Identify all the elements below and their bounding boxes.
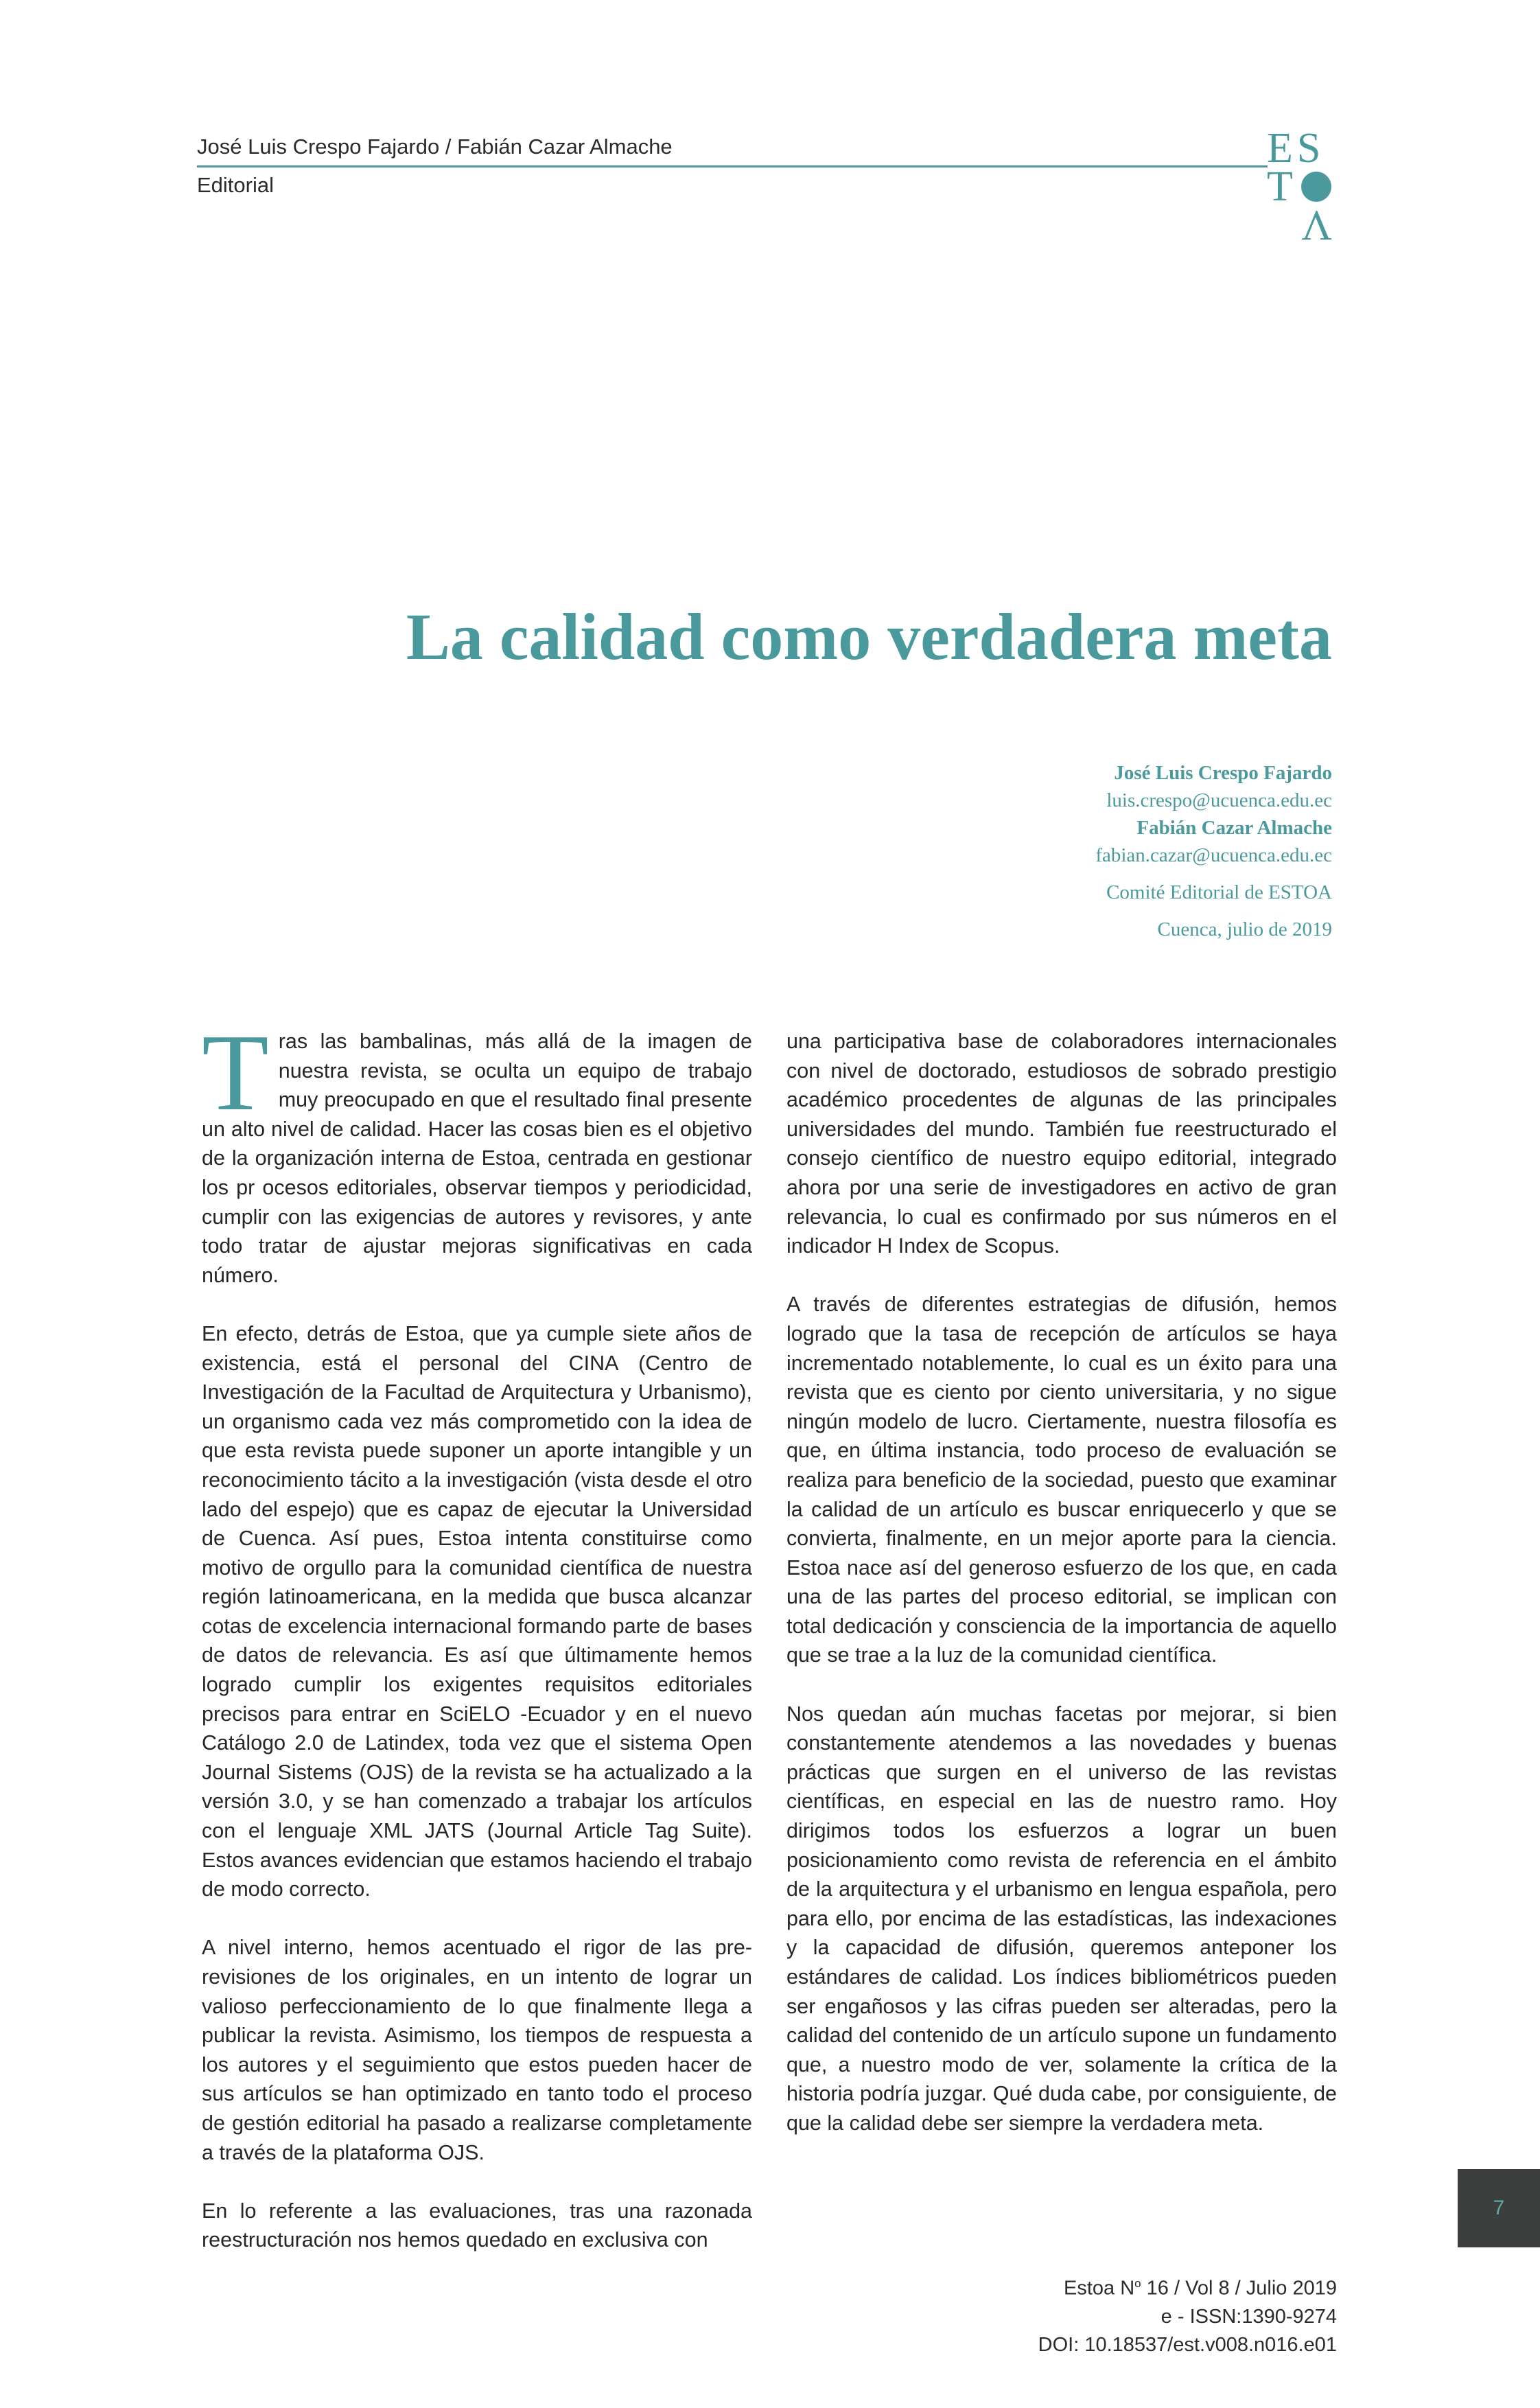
page-number: 7	[1493, 2197, 1505, 2219]
paragraph-4-start: En lo referente a las evaluaciones, tras una razonada reestructuración nos hemos quedado en exclusiva con	[202, 2199, 752, 2252]
footer-number-sup: o	[1134, 2277, 1141, 2290]
logo-letter-bottom: V	[1301, 202, 1332, 248]
body-column-left	[202, 1011, 752, 2284]
body-column-right	[786, 1027, 1337, 2167]
footer-journal-prefix: Estoa N	[1063, 2277, 1135, 2300]
footer-issn: e - ISSN:1390-9274	[1160, 2305, 1337, 2328]
running-header-section: Editorial	[197, 173, 274, 197]
author2-name: Fabián Cazar Almache	[1136, 817, 1332, 839]
author-block	[1095, 759, 1332, 943]
estoa-logo	[1267, 125, 1335, 248]
paragraph-1	[202, 1011, 752, 1290]
paragraph-5: A través de diferentes estrategias de difusión, hemos logrado que la tasa de recepción de artículos se haya incrementado notablemente, lo cual es un éxito para una revista que es ciento por ciento universitaria, y no sigue ningún modelo de lucro. Ciertamente, nuestra filosofía es que, en última instancia, todo proceso de evaluación se realiza para beneficio de la sociedad, puesto que examinar la calidad de un artículo es buscar enriquecerlo y que se convierta, finalmente, en un mejor aporte para la ciencia. Estoa nace así del generoso esfuerzo de los que, en cada una de las partes del proceso editorial, se implican con total dedicación y consciencia de la importancia de aquello que se trae a la luz de la comunidad científica.	[786, 1293, 1337, 1667]
drop-cap: T	[202, 1011, 269, 1133]
logo-circle	[1301, 172, 1331, 202]
footer-citation	[1038, 2269, 1337, 2359]
footer-journal-rest: 16 / Vol 8 / Julio 2019	[1141, 2277, 1337, 2300]
paragraph-3: A nivel interno, hemos acentuado el rigor de las pre-revisiones de los originales, en un intento de lograr un valioso perfeccionamiento de lo que finalmente llega a publicar la revista. Asimismo, los tiempos de respuesta a los autores y el seguimiento que estos pueden hacer de sus artículos se han optimizado en tanto todo el proceso de gestión editorial ha pasado a realizarse completamente a través de la plataforma OJS.	[202, 1936, 752, 2164]
footer-doi[interactable]: DOI: 10.18537/est.v008.n016.e01	[1038, 2333, 1337, 2356]
article-title: La calidad como verdadera meta	[406, 600, 1332, 673]
running-header-authors: José Luis Crespo Fajardo / Fabián Cazar Almache	[197, 135, 673, 159]
header-rule	[197, 165, 1268, 167]
place-date: Cuenca, julio de 2019	[1157, 918, 1332, 940]
footer-journal-line	[1038, 2269, 1337, 2303]
paragraph-1-text: ras las bambalinas, más allá de la imagen de nuestra revista, se oculta un equipo de trabajo muy preocupado en que el resultado final presente un alto nivel de calidad. Hacer las cosas bien es el objetivo de la organización interna de Estoa, centrada en gestionar los pr ocesos editoriales, observar tiempos y periodicidad, cumplir con las exigencias de autores y revisores, y ante todo tratar de ajustar mejoras significativas en cada número.	[202, 1030, 752, 1287]
author1-email[interactable]: luis.crespo@ucuenca.edu.ec	[1106, 789, 1332, 811]
committee-line: Comité Editorial de ESTOA	[1106, 881, 1332, 903]
author1-name: José Luis Crespo Fajardo	[1114, 762, 1332, 784]
logo-letter-middle: T	[1267, 163, 1293, 210]
author2-email[interactable]: fabian.cazar@ucuenca.edu.ec	[1095, 844, 1332, 866]
logo-letters-top: ES	[1267, 125, 1325, 172]
paragraph-6: Nos quedan aún muchas facetas por mejorar, si bien constantemente atendemos a las novedades y buenas prácticas que surgen en el universo de las revistas científicas, en especial en las de nuestro ramo. Hoy dirigimos todos los esfuerzos a lograr un buen posicionamiento como revista de referencia en el ámbito de la arquitectura y el urbanismo en lengua española, pero para ello, por encima de las estadísticas, las indexaciones y la capacidad de difusión, queremos anteponer los estándares de calidad. Los índices bibliométricos pueden ser engañosos y las cifras pueden ser alteradas, pero la calidad del contenido de un artículo supone un fundamento que, a nuestro modo de ver, solamente la crítica de la historia podría juzgar. Qué duda cabe, por consiguiente, de que la calidad debe ser siempre la verdadera meta.	[786, 1702, 1337, 2135]
page-number-box	[1458, 2169, 1540, 2247]
paragraph-2: En efecto, detrás de Estoa, que ya cumple siete años de existencia, está el personal del CINA (Centro de Investigación de la Facultad de Arquitectura y Urbanismo), un organismo cada vez más comprometido con la idea de que esta revista puede suponer un aporte intangible y un reconocimiento tácito a la investigación (vista desde el otro lado del espejo) que es capaz de ejecutar la Universidad de Cuenca. Así pues, Estoa intenta constituirse como motivo de orgullo para la comunidad científica de nuestra región latinoamericana, en la medida que busca alcanzar cotas de excelencia internacional formando parte de bases de datos de relevancia. Es así que últimamente hemos logrado cumplir los exigentes requisitos editoriales precisos para entrar en SciELO -Ecuador y en el nuevo Catálogo 2.0 de Latindex, toda vez que el sistema Open Journal Sistems (OJS) de la revista se ha actualizado a la versión 3.0, y se han comenzado a trabajar los artículos con el lenguaje XML JATS (Journal Article Tag Suite). Estos avances evidencian que estamos haciendo el trabajo de modo correcto.	[202, 1321, 752, 1901]
paragraph-4-continued: una participativa base de colaboradores internacionales con nivel de doctorado, estudiosos de sobrado prestigio académico procedentes de algunas de las principales universidades del mundo. También fue reestructurado el consejo científico de nuestro equipo editorial, integrado ahora por una serie de investigadores en activo de gran relevancia, lo cual es confirmado por sus números en el indicador H Index de Scopus.	[786, 1030, 1337, 1258]
